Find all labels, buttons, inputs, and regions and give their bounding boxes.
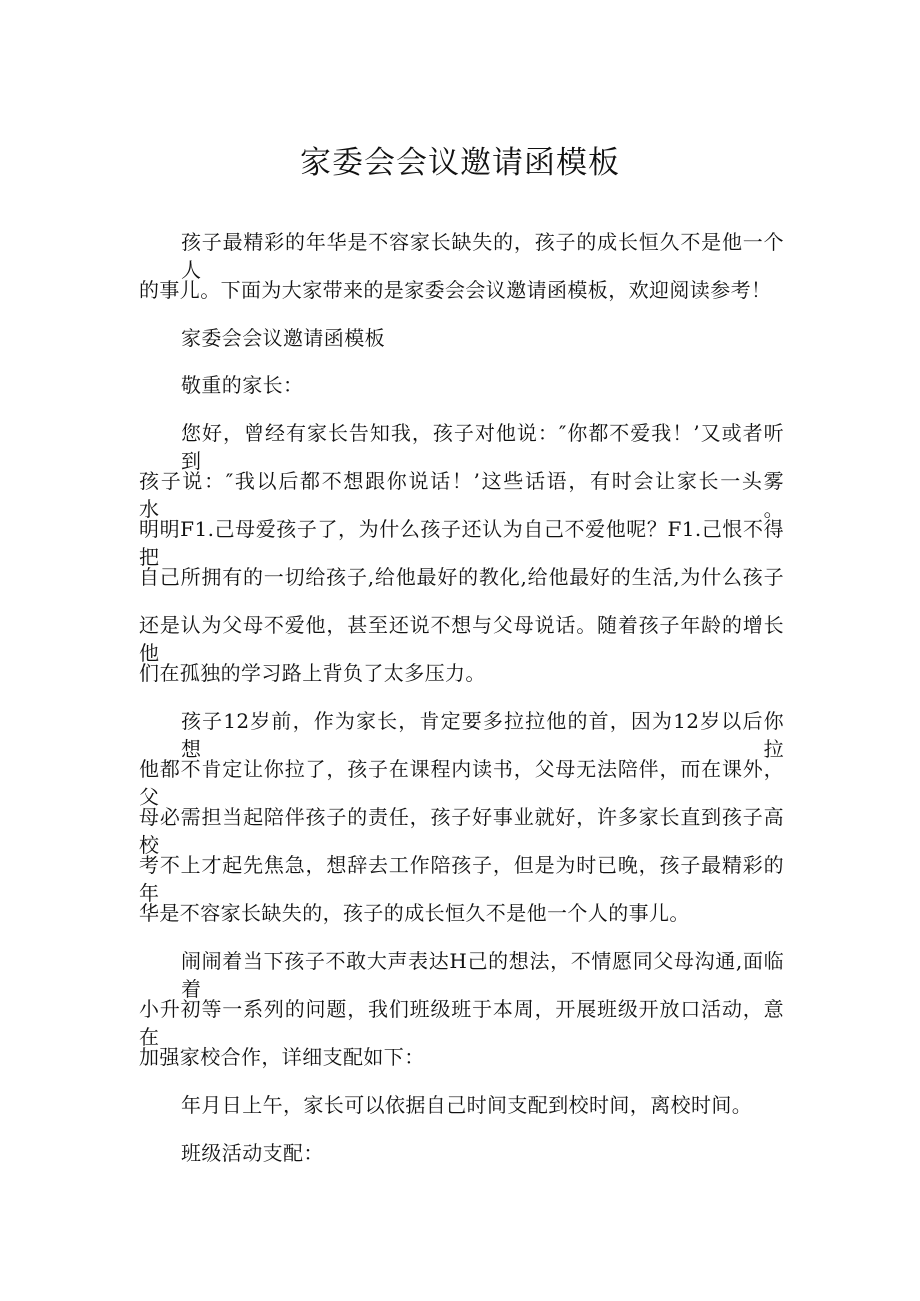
paragraph-line: 孩子最精彩的年华是不容家长缺失的，孩子的成长恒久不是他一个人 bbox=[181, 230, 784, 282]
paragraph-line: 班级活动支配： bbox=[181, 1141, 324, 1165]
paragraph-line: 闹闹着当下孩子不敢大声表达H己的想法，不情愿同父母沟通,面临着 bbox=[181, 949, 784, 1001]
paragraph-line: 华是不容家长缺失的，孩子的成长恒久不是他一个人的事儿。 bbox=[139, 901, 690, 925]
paragraph-line: 们在孤独的学习路上背负了太多压力。 bbox=[139, 661, 486, 685]
paragraph-line: 母必需担当起陪伴孩子的责任，孩子好事业就好，许多家长直到孩子高校 bbox=[139, 805, 784, 857]
paragraph-line: 他都不肯定让你拉了，孩子在课程内读书，父母无法陪伴，而在课外，父 bbox=[139, 757, 784, 809]
paragraph-line: 自己所拥有的一切给孩子,给他最好的教化,给他最好的生活,为什么孩子 bbox=[139, 565, 784, 589]
paragraph-line: 小升初等一系列的问题，我们班级班于本周，开展班级开放口活动，意在 bbox=[139, 997, 784, 1049]
document-title: 家委会会议邀请函模板 bbox=[300, 145, 620, 181]
paragraph-line: 加强家校合作，详细支配如下： bbox=[139, 1045, 425, 1069]
paragraph-line: 明明F1.己母爱孩子了，为什么孩子还认为自己不爱他呢？F1.己恨不得把 bbox=[139, 517, 784, 569]
paragraph-line: 年月日上午，家长可以依据自己时间支配到校时间，离校时间。 bbox=[181, 1093, 753, 1117]
paragraph-line: 孩子说：″我以后都不想跟你说话！’这些话语，有时会让家长一头雾水。 bbox=[139, 469, 784, 521]
salutation: 敬重的家长： bbox=[181, 373, 304, 397]
section-heading: 家委会会议邀请函模板 bbox=[181, 326, 385, 350]
paragraph-line: 考不上才起先焦急，想辞去工作陪孩子，但是为时已晚，孩子最精彩的年 bbox=[139, 853, 784, 905]
paragraph-line: 还是认为父母不爱他，甚至还说不想与父母说话。随着孩子年龄的增长他 bbox=[139, 613, 784, 665]
paragraph-line: 的事儿。下面为大家带来的是家委会会议邀请函模板，欢迎阅读参考！ bbox=[139, 278, 772, 302]
paragraph-line: 孩子12岁前，作为家长，肯定要多拉拉他的首，因为12岁以后你想拉 bbox=[181, 709, 784, 761]
paragraph-line: 您好，曾经有家长告知我，孩子对他说：″你都不爱我！’又或者听到 bbox=[181, 421, 784, 473]
